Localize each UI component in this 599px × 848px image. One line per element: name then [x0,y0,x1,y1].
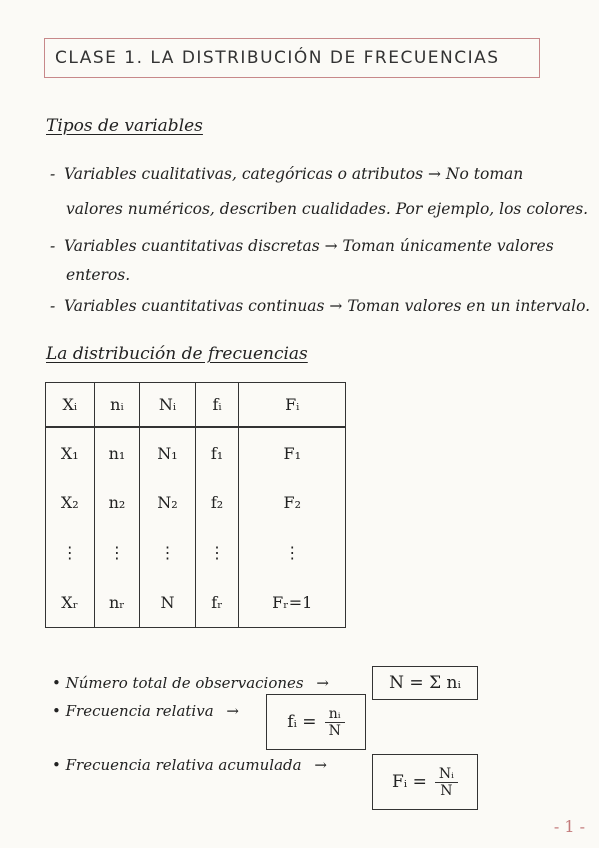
bullet-text: Variables cualitativas, categóricas o atributos → No toman [64,165,524,183]
table-row [46,528,346,578]
table-row [46,427,346,478]
arrow-icon: → [226,702,239,720]
formula-box-cumulative [372,754,478,810]
bullet-dot: • [52,674,61,692]
table-cell: F₁ [239,427,346,478]
bullet-qualitative-continuation: valores numéricos, describen cualidades. Por ejemplo, los colores. [66,200,589,218]
section-heading-variable-types: Tipos de variables [46,116,203,136]
bullet-dot: • [52,756,61,774]
arrow-icon: → [316,674,329,692]
header-Ni: Nᵢ [140,383,195,428]
bullet-text: Variables cuantitativas continuas → Toman valores en un intervalo. [64,297,591,315]
table-row [46,478,346,528]
table-cell: ⋮ [46,528,95,578]
table-cell: nᵣ [94,577,140,627]
fraction-numerator: Nᵢ [435,766,458,783]
table-cell: N₂ [140,478,195,528]
bullet-discrete-continuation: enteros. [66,266,131,284]
bullet-dash: - [50,165,56,183]
table-cell: N [140,577,195,627]
table-cell: Xᵣ [46,577,95,627]
formula-relative-frequency [52,702,247,720]
table-cell: f₁ [195,427,239,478]
bullet-dot: • [52,702,61,720]
fraction-numerator: nᵢ [325,706,345,723]
bullet-text: Variables cuantitativas discretas → Toman únicamente valores [64,237,554,255]
formula-box-relative [266,694,366,750]
bullet-discrete [50,232,554,260]
bullet-dash: - [50,297,56,315]
frequency-table [45,382,346,628]
table-cell: X₂ [46,478,95,528]
formula-label: Número total de observaciones [65,674,304,692]
table-row [46,577,346,627]
table-cell: Fᵣ=1 [239,577,346,627]
fraction-denominator: N [440,782,453,799]
table-cell: ⋮ [239,528,346,578]
bullet-qualitative [50,160,523,188]
formula-lhs: fᵢ = [287,712,317,732]
bullet-dash: - [50,237,56,255]
header-fi: fᵢ [195,383,239,428]
fraction-denominator: N [328,722,341,739]
table-cell: N₁ [140,427,195,478]
table-cell: ⋮ [195,528,239,578]
table-header-row [46,383,346,428]
formula-cumulative-relative-frequency [52,756,335,774]
formula-lhs: Fᵢ = [392,772,427,792]
header-ni: nᵢ [94,383,140,428]
table-cell: f₂ [195,478,239,528]
page-number: - 1 - [553,817,585,836]
table-cell: n₂ [94,478,140,528]
formula-box-total: N = Σ nᵢ [372,666,478,700]
table-cell: F₂ [239,478,346,528]
formula-label: Frecuencia relativa acumulada [65,756,302,774]
header-Fi: Fᵢ [239,383,346,428]
table-cell: ⋮ [140,528,195,578]
section-heading-frequency-distribution: La distribución de frecuencias [46,344,308,364]
table-cell: n₁ [94,427,140,478]
table-cell: fᵣ [195,577,239,627]
header-xi: Xᵢ [46,383,95,428]
table-cell: X₁ [46,427,95,478]
page-title: CLASE 1. LA DISTRIBUCIÓN DE FRECUENCIAS [44,38,540,78]
fraction [435,766,458,799]
arrow-icon: → [314,756,327,774]
bullet-continuous [50,292,590,320]
formula-total-observations [52,674,337,692]
formula-label: Frecuencia relativa [65,702,214,720]
table-cell: ⋮ [94,528,140,578]
fraction [325,706,345,739]
